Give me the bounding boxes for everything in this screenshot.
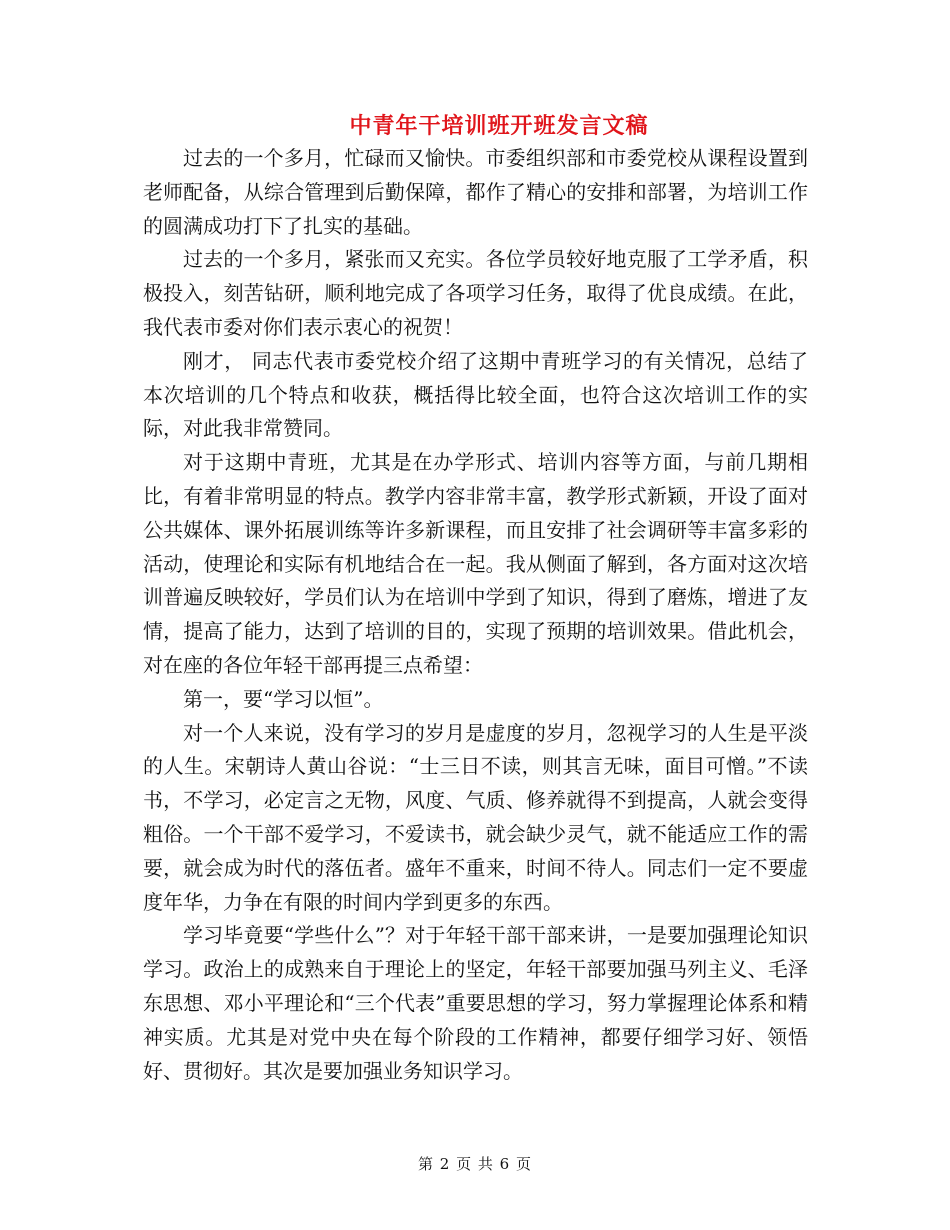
paragraph: 过去的一个多月，忙碌而又愉快。市委组织部和市委党校从课程设置到老师配备，从综合管理到后勤保障，都作了精心的安排和部署，为培训工作的圆满成功打下了扎实的基础。 <box>143 146 808 238</box>
paragraph: 学习毕竟要“学些什么”？对于年轻干部干部来讲，一是要加强理论知识学习。政治上的成熟来自于理论上的坚定，年轻干部要加强马列主义、毛泽东思想、邓小平理论和“三个代表”重要思想的学习，努力掌握理论体系和精神实质。尤其是对党中央在每个阶段的工作精神，都要仔细学习好、领悟好、贯彻好。其次是要加强业务知识学习。 <box>143 923 808 1083</box>
paragraph: 过去的一个多月，紧张而又充实。各位学员较好地克服了工学矛盾，积极投入，刻苦钻研，顺利地完成了各项学习任务，取得了优良成绩。在此，我代表市委对你们表示衷心的祝贺！ <box>143 247 808 339</box>
paragraph: 对一个人来说，没有学习的岁月是虚度的岁月，忽视学习的人生是平淡的人生。宋朝诗人黄山谷说：“士三日不读，则其言无味，面目可憎。”不读书，不学习，必定言之无物，风度、气质、修养就得不到提高，人就会变得粗俗。一个干部不爱学习，不爱读书，就会缺少灵气，就不能适应工作的需要，就会成为时代的落伍者。盛年不重来，时间不待人。同志们一定不要虚度年华，力争在有限的时间内学到更多的东西。 <box>143 720 808 914</box>
document-title: 中青年干培训班开班发言文稿 <box>349 113 649 139</box>
document-body <box>143 142 808 1088</box>
paragraph: 对于这期中青班，尤其是在办学形式、培训内容等方面，与前几期相比，有着非常明显的特点。教学内容非常丰富，教学形式新颖，开设了面对公共媒体、课外拓展训练等许多新课程，而且安排了社会调研等丰富多彩的活动，使理论和实际有机地结合在一起。我从侧面了解到，各方面对这次培训普遍反映较好，学员们认为在培训中学到了知识，得到了磨炼，增进了友情，提高了能力，达到了培训的目的，实现了预期的培训效果。借此机会，对在座的各位年轻干部再提三点希望： <box>143 450 808 677</box>
page-number-footer: 第 2 页 共 6 页 <box>418 1155 532 1173</box>
section-heading: 第一，要“学习以恒”。 <box>183 686 384 711</box>
paragraph: 刚才， 同志代表市委党校介绍了这期中青班学习的有关情况，总结了本次培训的几个特点和收获，概括得比较全面，也符合这次培训工作的实际，对此我非常赞同。 <box>143 348 808 441</box>
